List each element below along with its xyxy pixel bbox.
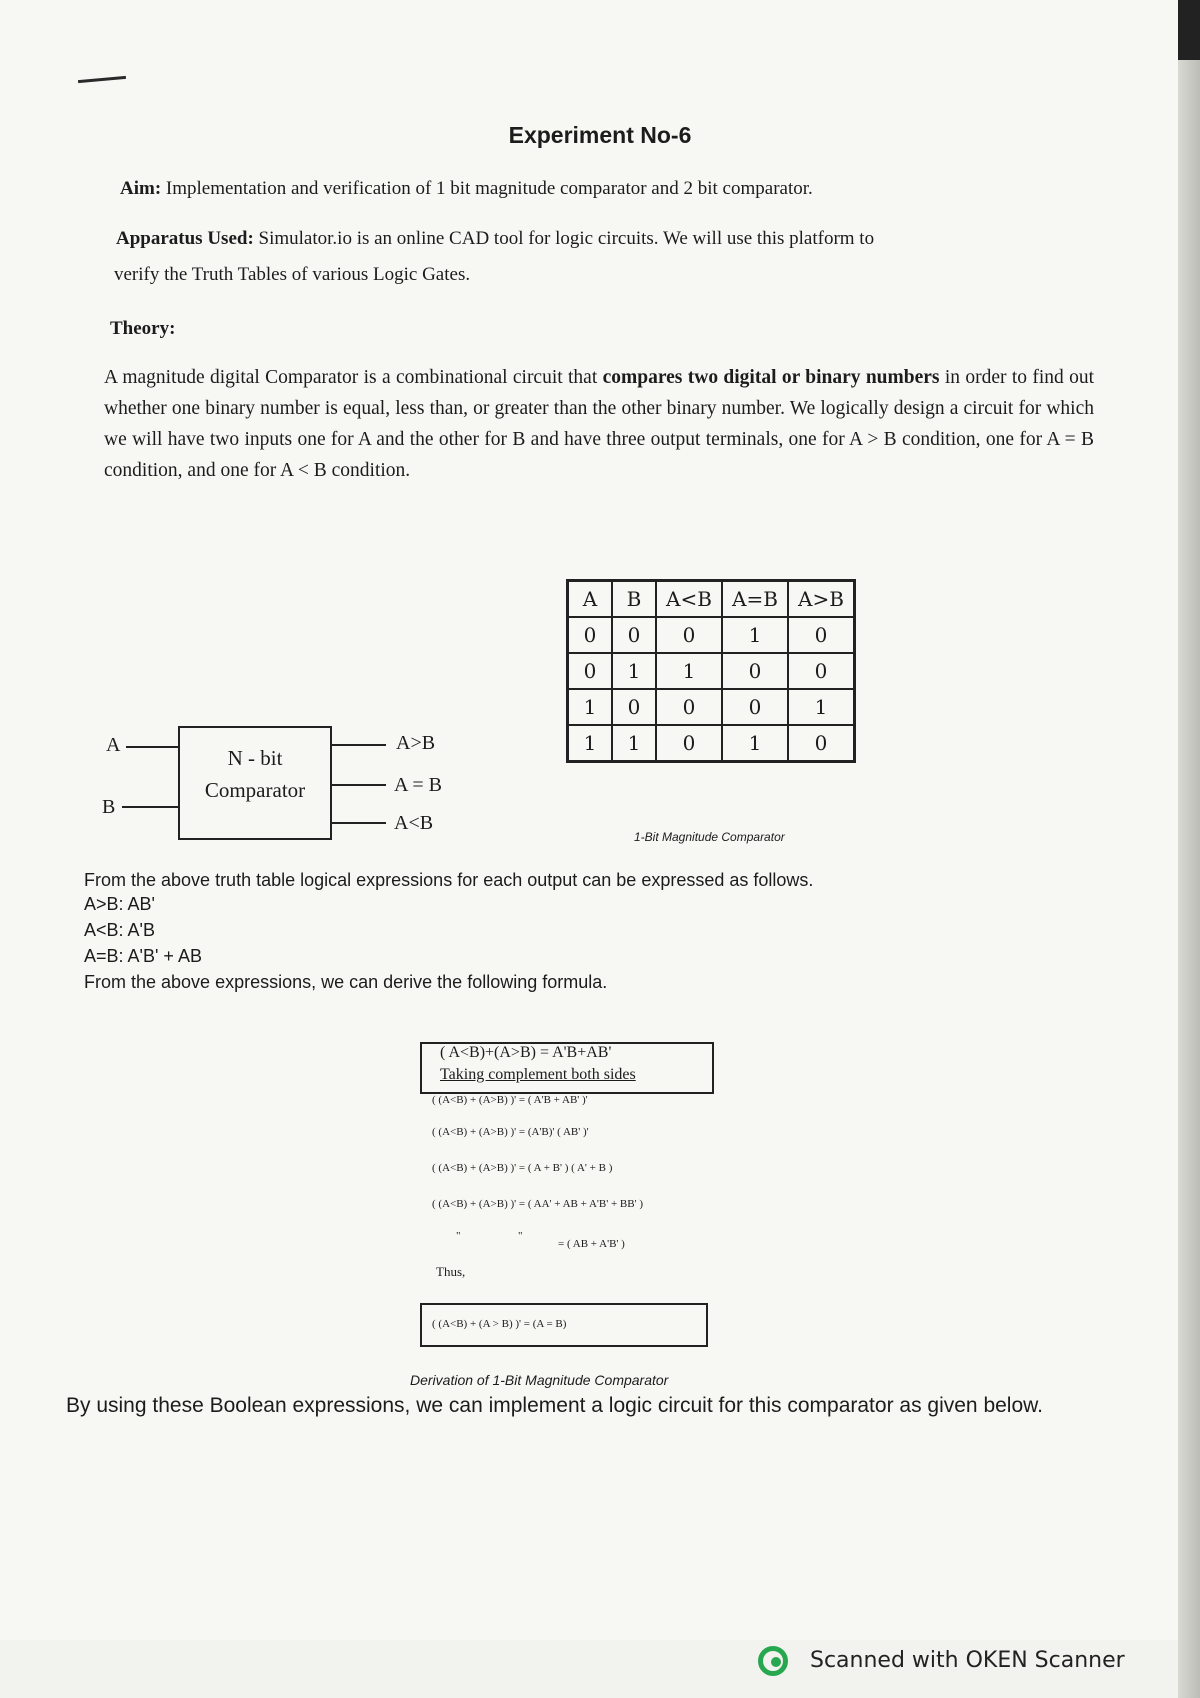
- output-eq-wire: [330, 784, 386, 786]
- derivation-step: = ( AB + A'B' ): [558, 1238, 625, 1250]
- aim-text: Implementation and verification of 1 bit magnitude comparator and 2 bit comparator.: [165, 178, 813, 199]
- table-cell: 1: [722, 617, 788, 653]
- table-row: [568, 617, 855, 653]
- table-cell: 0: [612, 689, 656, 725]
- derivation-step: ( (A<B) + (A>B) )' = (A'B)' ( AB' )': [432, 1126, 589, 1138]
- table-cell: 1: [788, 689, 855, 725]
- table-cell: 1: [722, 725, 788, 762]
- derivation-box-line2: Taking complement both sides: [440, 1066, 636, 1083]
- table-cell: 1: [568, 689, 613, 725]
- table-cell: 0: [656, 689, 722, 725]
- table-row: [568, 653, 855, 689]
- derivation-step: ( (A<B) + (A>B) )' = ( A'B + AB' )': [432, 1094, 588, 1106]
- comparator-block-label: [178, 742, 332, 806]
- output-lt-wire: [330, 822, 386, 824]
- page-title: Experiment No-6: [508, 122, 692, 148]
- derivation-box-line1: ( A<B)+(A>B) = A'B+AB': [440, 1044, 612, 1061]
- table-cell: 0: [612, 617, 656, 653]
- output-eq-label: A = B: [394, 774, 442, 796]
- table-cell: 0: [568, 653, 613, 689]
- comparator-label-line1: N - bit: [227, 746, 283, 770]
- aim-label: Aim:: [120, 178, 162, 199]
- table-cell: 0: [788, 725, 855, 762]
- apparatus-line: [116, 228, 874, 250]
- truth-table: [566, 579, 856, 763]
- input-b-label: B: [102, 796, 116, 818]
- output-gt-label: A>B: [396, 732, 436, 754]
- table-cell: 0: [722, 653, 788, 689]
- scanner-watermark: [810, 1648, 1125, 1673]
- table-cell: 1: [612, 653, 656, 689]
- table-cell: 1: [656, 653, 722, 689]
- table-cell: 1: [612, 725, 656, 762]
- output-gt-wire: [330, 744, 386, 746]
- expression-gt: A>B: AB': [84, 894, 155, 914]
- output-lt-label: A<B: [394, 812, 434, 834]
- theory-paragraph: [104, 362, 1094, 486]
- table-header: B: [612, 581, 656, 618]
- scanner-logo-icon: [758, 1646, 788, 1676]
- theory-text-rest: in order to find out whether one binary number is equal, less than, or greater than the other binary number. We logically design a circuit for which we will have two inputs one for A and the other for B and have three output terminals, one for A > B condition, one for A = B condition, and one for A < B condition.: [104, 367, 1095, 481]
- table-cell: 0: [788, 617, 855, 653]
- theory-text-bold: compares two digital or binary numbers: [602, 367, 940, 388]
- derivation-thus: Thus,: [436, 1264, 466, 1279]
- truth-table-header-row: [568, 581, 855, 618]
- page-edge-shadow: [1178, 0, 1200, 1698]
- input-b-wire: [122, 806, 180, 808]
- apparatus-label: Apparatus Used:: [116, 228, 254, 249]
- theory-heading: Theory:: [110, 318, 176, 339]
- derivation-result: ( (A<B) + (A > B) )' = (A = B): [432, 1318, 567, 1330]
- expression-eq: A=B: A'B' + AB: [84, 946, 202, 966]
- table-row: [568, 725, 855, 762]
- ditto-mark: ": [456, 1230, 461, 1242]
- conclusion-text: By using these Boolean expressions, we can implement a logic circuit for this comparator as given below.: [66, 1394, 1043, 1417]
- expressions-outro: From the above expressions, we can derive the following formula.: [84, 972, 608, 992]
- table-header: A>B: [788, 581, 855, 618]
- apparatus-text-2: verify the Truth Tables of various Logic Gates.: [114, 264, 471, 285]
- theory-text-start: A magnitude digital Comparator is a combinational circuit that: [104, 367, 598, 388]
- table-cell: 0: [656, 617, 722, 653]
- expressions-intro: From the above truth table logical expressions for each output can be expressed as follows.: [84, 870, 814, 890]
- table-header: A: [568, 581, 613, 618]
- scanner-watermark-text: Scanned with OKEN Scanner: [810, 1648, 1125, 1673]
- input-a-label: A: [106, 734, 121, 756]
- page-corner-shadow: [1178, 0, 1200, 60]
- derivation-caption: Derivation of 1-Bit Magnitude Comparator: [410, 1372, 669, 1388]
- table-cell: 0: [788, 653, 855, 689]
- table-cell: 0: [722, 689, 788, 725]
- table-cell: 0: [656, 725, 722, 762]
- comparator-label-line2: Comparator: [204, 778, 306, 802]
- table-cell: 1: [568, 725, 613, 762]
- table-header: A=B: [722, 581, 788, 618]
- table-header: A<B: [656, 581, 722, 618]
- table-row: [568, 689, 855, 725]
- input-a-wire: [126, 746, 180, 748]
- derivation-step: ( (A<B) + (A>B) )' = ( A + B' ) ( A' + B ): [432, 1162, 613, 1174]
- derivation-box-text: [440, 1042, 636, 1086]
- aim-line: [120, 178, 813, 200]
- expression-lt: A<B: A'B: [84, 920, 155, 940]
- truth-table-caption: 1-Bit Magnitude Comparator: [634, 830, 785, 844]
- apparatus-text: Simulator.io is an online CAD tool for logic circuits. We will use this platform to: [258, 228, 875, 249]
- ditto-mark: ": [518, 1230, 523, 1242]
- table-cell: 0: [568, 617, 613, 653]
- derivation-step: ( (A<B) + (A>B) )' = ( AA' + AB + A'B' + BB' ): [432, 1198, 644, 1210]
